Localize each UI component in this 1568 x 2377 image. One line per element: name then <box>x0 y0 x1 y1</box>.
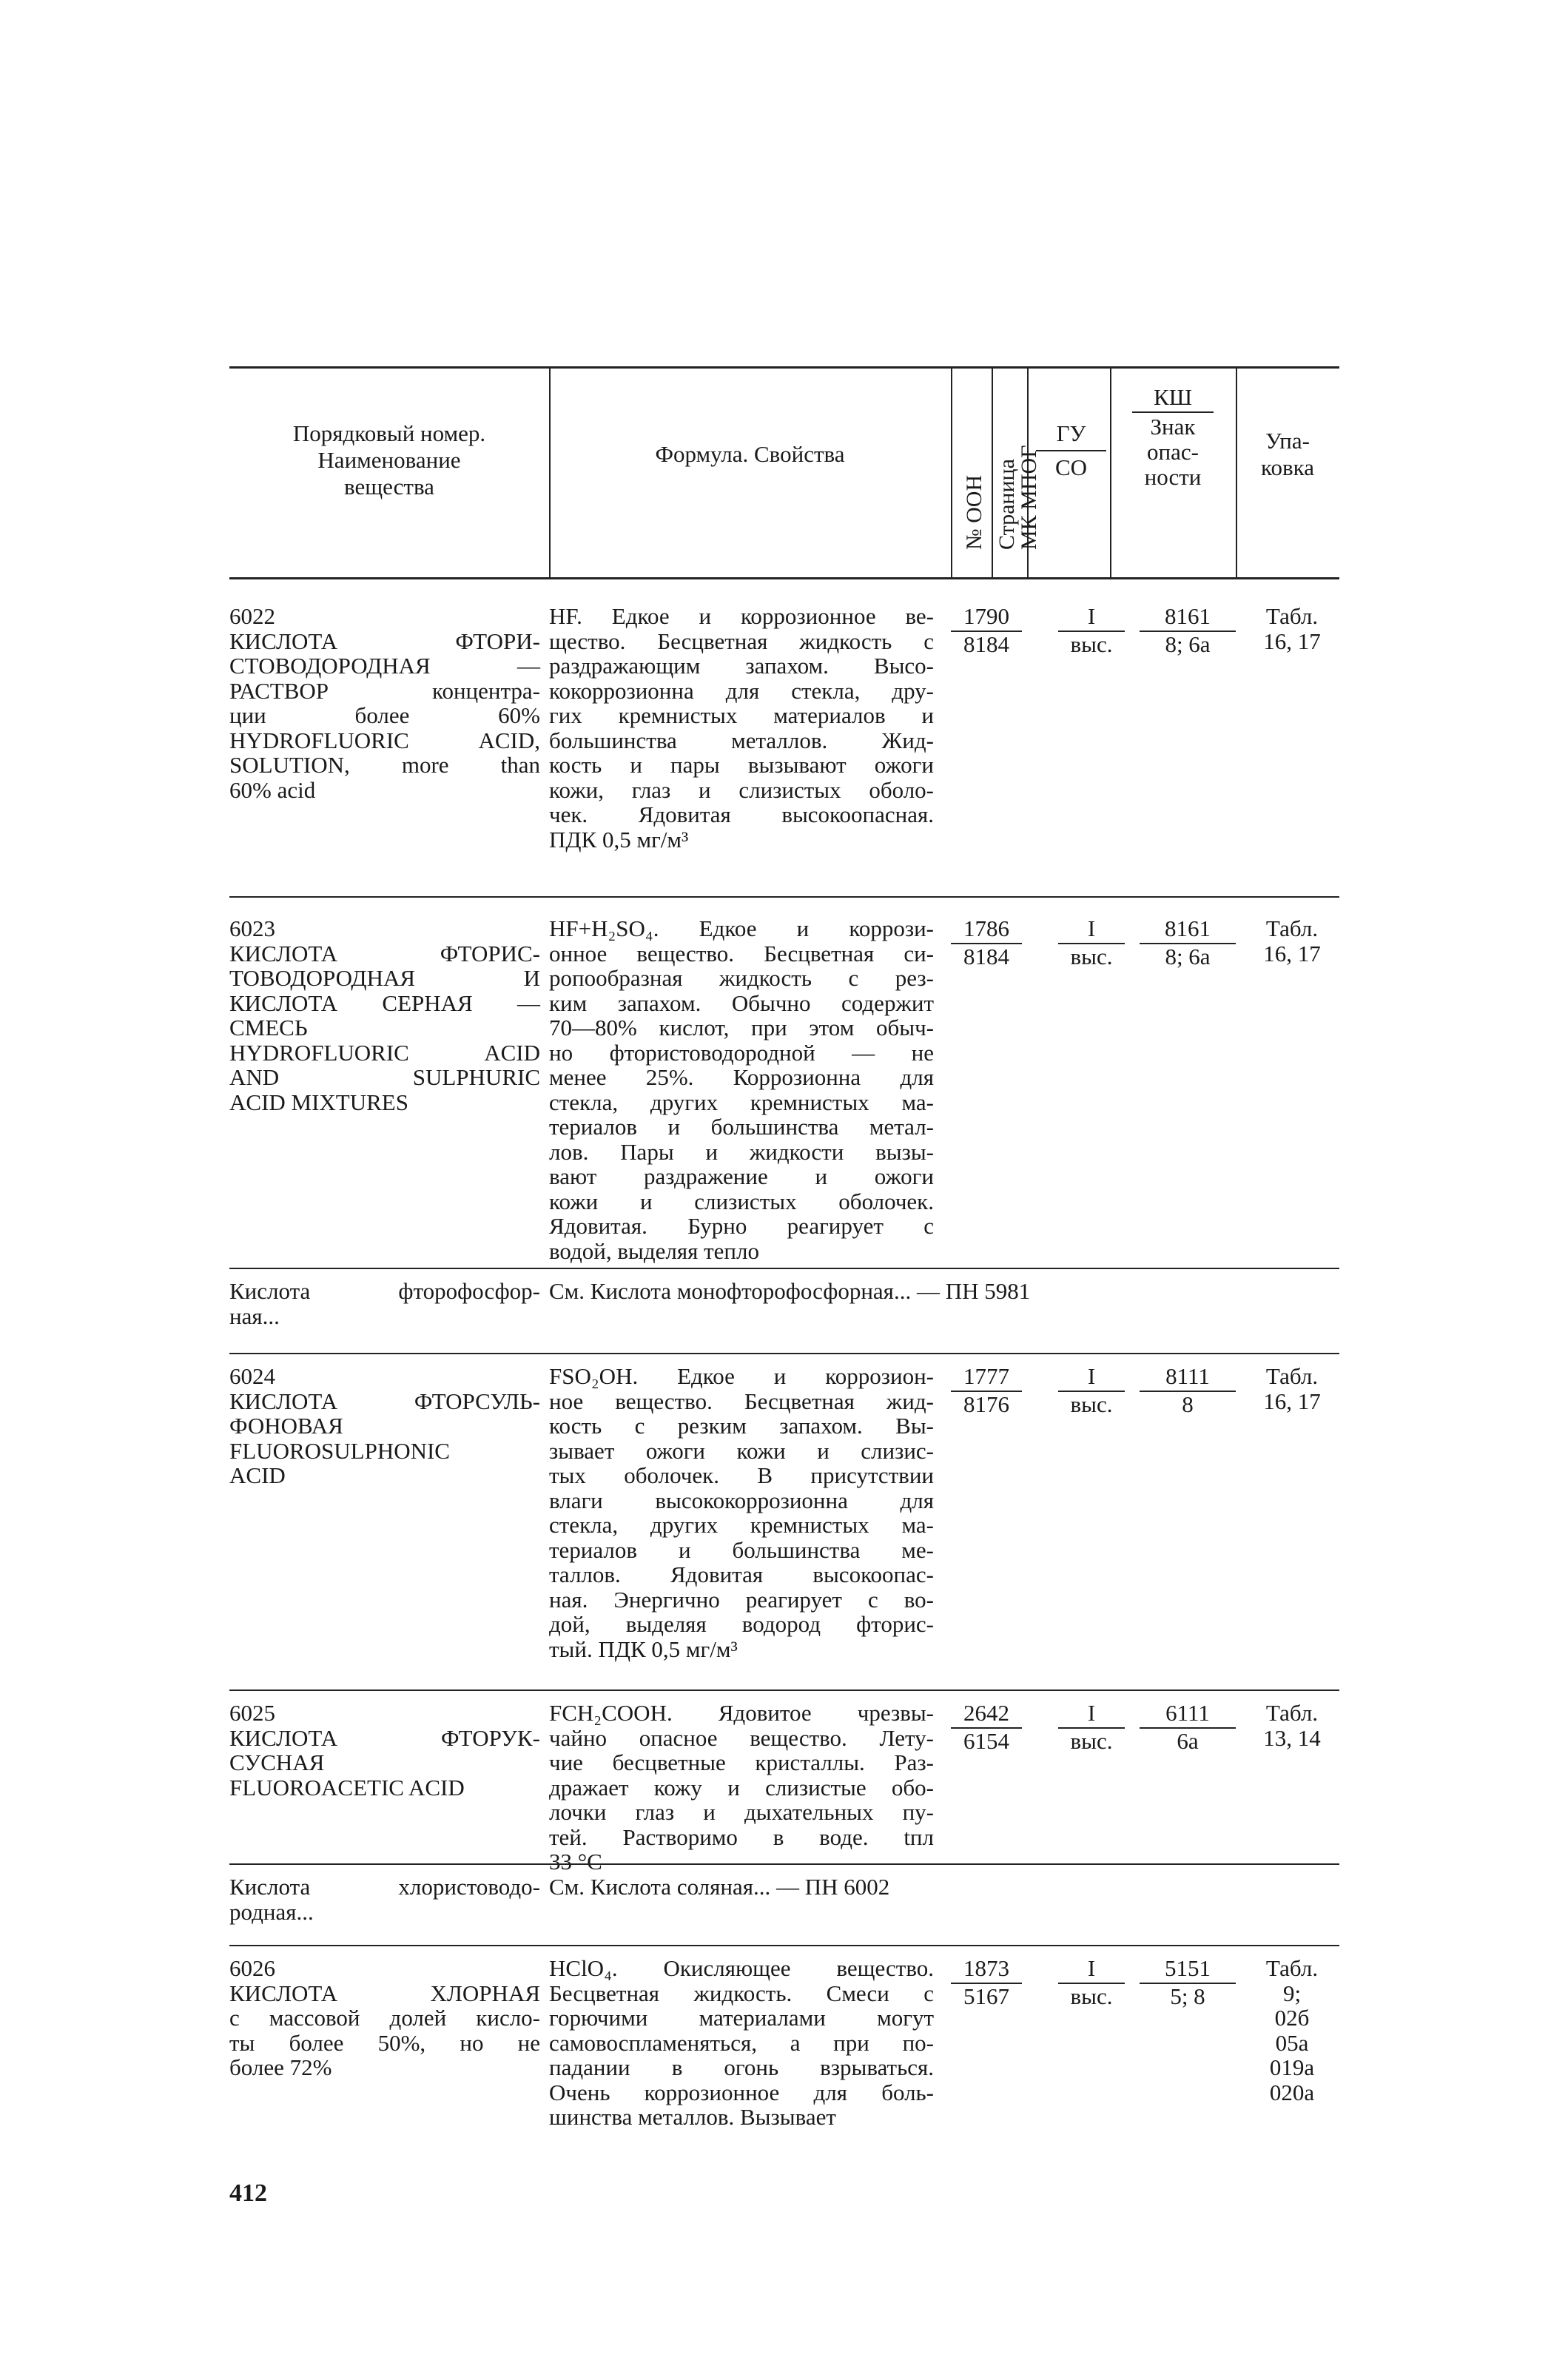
danger-sign: 6а <box>1177 1727 1199 1754</box>
text-line: FLUOROACETIC ACID <box>229 1774 465 1801</box>
un-code: 1777 <box>951 1364 1022 1392</box>
text-line: кость с резким запахом. Вы- <box>549 1413 934 1439</box>
gu-co-values <box>1051 1364 1132 1416</box>
packaging <box>1245 1364 1339 1413</box>
substance-properties <box>549 1956 934 2130</box>
packaging <box>1245 916 1339 966</box>
co-value: выс. <box>1070 943 1113 969</box>
text-line: стекла, других кремнистых ма- <box>549 1512 934 1538</box>
danger-sign: 5; 8 <box>1170 1983 1205 2009</box>
text-line: FSO₂OH. Едкое и коррозион- <box>549 1363 934 1389</box>
text-line: КИСЛОТА СЕРНАЯ — <box>229 989 540 1016</box>
ksh-sign-values <box>1140 1701 1236 1753</box>
ksh-sign-values <box>1140 604 1236 656</box>
text-line: лочки глаз и дыхательных пу- <box>549 1799 934 1825</box>
text-line: 6026 <box>229 1955 275 1981</box>
text-line: РАСТВОР концентра- <box>229 677 540 704</box>
un-number <box>951 604 1022 656</box>
text-line: КИСЛОТА ФТОРСУЛЬ- <box>229 1388 540 1414</box>
row-divider <box>229 1945 1339 1946</box>
gu-co-values <box>1051 1956 1132 2008</box>
text-line: HYDROFLUORIC ACID, <box>229 727 540 753</box>
un-number <box>951 916 1022 969</box>
gu-co-values <box>1051 1701 1132 1753</box>
reference-target: См. Кислота соляная... — ПН 6002 <box>549 1874 890 1900</box>
text-line: влаги высококоррозионна для <box>549 1487 934 1513</box>
substance-name <box>229 1701 540 1800</box>
text-line: гих кремнистых материалов и <box>549 702 934 728</box>
text-line: Кислота фторофосфор- <box>229 1278 540 1304</box>
text-line: SOLUTION, more than <box>229 752 540 778</box>
text-line: кожи и слизистых оболочек. <box>549 1188 934 1214</box>
text-line: шинства металлов. Вызывает <box>549 2104 836 2130</box>
text-line: ACID MIXTURES <box>229 1089 408 1115</box>
packaging <box>1245 604 1339 653</box>
gu-value: I <box>1058 604 1125 632</box>
page-number: 412 <box>229 2179 267 2207</box>
text-line: ким запахом. Обычно содержит <box>549 989 934 1016</box>
gu-value: I <box>1058 1701 1125 1729</box>
text-line: 70—80% кислот, при этом обыч- <box>549 1015 934 1040</box>
text-line: ропообразная жидкость с рез- <box>549 965 934 991</box>
text-line: Табл. <box>1265 603 1319 629</box>
substance-name <box>229 1364 540 1488</box>
text-line: зывает ожоги кожи и слизис- <box>549 1437 934 1464</box>
text-line: чайно опасное вещество. Лету- <box>549 1724 934 1751</box>
text-line: с массовой долей кисло- <box>229 2005 540 2031</box>
mk-mpog-page: 6154 <box>963 1727 1009 1754</box>
text-line: самовоспламеняться, а при по- <box>549 2029 934 2056</box>
ksh-sign-values <box>1140 1364 1236 1416</box>
text-line: падании в огонь взрываться. <box>549 2054 934 2080</box>
packaging <box>1245 1701 1339 1750</box>
text-line: ТОВОДОРОДНАЯ И <box>229 965 540 991</box>
text-line: Табл. <box>1265 915 1319 941</box>
text-line: териалов и большинства ме- <box>549 1536 934 1563</box>
text-line: большинства металлов. Жид- <box>549 727 934 753</box>
text-line: лов. Пары и жидкости вызы- <box>549 1138 934 1165</box>
text-line: чек. Ядовитая высокоопасная. <box>549 801 934 827</box>
text-line: щество. Бесцветная жидкость с <box>549 628 934 654</box>
substance-properties <box>549 1701 934 1875</box>
text-line: КИСЛОТА ФТОРИС- <box>229 940 540 966</box>
text-line: кость и пары вызывают ожоги <box>549 752 934 778</box>
text-line: дой, выделяя водород фторис- <box>549 1611 934 1637</box>
text-line: СТОВОДОРОДНАЯ — <box>229 653 540 679</box>
text-line: более 72% <box>229 2054 332 2080</box>
gu-value: I <box>1058 1956 1125 1984</box>
text-line: дражает кожу и слизистые обо- <box>549 1774 934 1801</box>
text-line: стекла, других кремнистых ма- <box>549 1089 934 1115</box>
text-line: КИСЛОТА ФТОРИ- <box>229 628 540 654</box>
document-page <box>229 366 1339 2130</box>
co-value: выс. <box>1070 1391 1113 1417</box>
gu-co-values <box>1051 916 1132 969</box>
un-number <box>951 1701 1022 1753</box>
substance-name <box>229 604 540 802</box>
text-line: HF+H₂SO₄. Едкое и коррози- <box>549 915 934 941</box>
text-line: 16, 17 <box>1263 940 1321 966</box>
mk-mpog-page: 8184 <box>963 943 1009 969</box>
un-number <box>951 1956 1022 2008</box>
text-line: 6022 <box>229 603 275 629</box>
un-code: 1790 <box>951 604 1022 632</box>
text-line: КИСЛОТА ФТОРУК- <box>229 1724 540 1751</box>
text-line: 6023 <box>229 915 275 941</box>
co-value: выс. <box>1070 1727 1113 1754</box>
ksh-sign-values <box>1140 1956 1236 2008</box>
co-value: выс. <box>1070 1983 1113 2009</box>
text-line: Кислота хлористоводо- <box>229 1874 540 1900</box>
row-divider <box>229 1268 1339 1269</box>
text-line: тых оболочек. В присутствии <box>549 1462 934 1488</box>
text-line: СУСНАЯ <box>229 1749 325 1775</box>
text-line: кокоррозионна для стекла, дру- <box>549 677 934 704</box>
text-line: родная... <box>229 1898 314 1925</box>
text-line: 16, 17 <box>1263 628 1321 654</box>
danger-sign: 8; 6а <box>1165 943 1211 969</box>
co-value: выс. <box>1070 631 1113 657</box>
text-line: ФОНОВАЯ <box>229 1413 343 1439</box>
text-line: 6025 <box>229 1700 275 1726</box>
row-divider <box>229 1353 1339 1354</box>
gu-value: I <box>1058 916 1125 944</box>
text-line: Ядовитая. Бурно реагирует с <box>549 1213 934 1239</box>
text-line: Табл. <box>1265 1955 1319 1981</box>
text-line: КИСЛОТА ХЛОРНАЯ <box>229 1980 540 2006</box>
text-line: FLUOROSULPHONIC <box>229 1437 450 1464</box>
ksh-value: 5151 <box>1140 1956 1236 1984</box>
substance-properties <box>549 916 934 1263</box>
text-line: териалов и большинства метал- <box>549 1114 934 1140</box>
row-divider <box>229 1863 1339 1865</box>
text-line: ная... <box>229 1302 280 1329</box>
text-line: раздражающим запахом. Высо- <box>549 653 934 679</box>
text-line: 020а <box>1269 2079 1315 2105</box>
header-props-col: Формула. Свойства <box>655 441 845 467</box>
ksh-sign-values <box>1140 916 1236 969</box>
text-line: Очень коррозионное для боль- <box>549 2079 934 2105</box>
text-line: таллов. Ядовитая высокоопас- <box>549 1561 934 1587</box>
text-line: ты более 50%, но не <box>229 2029 540 2056</box>
text-line: водой, выделяя тепло <box>549 1237 759 1264</box>
text-line: HYDROFLUORIC ACID <box>229 1039 540 1066</box>
text-line: 60% acid <box>229 776 316 803</box>
text-line: кожи, глаз и слизистых оболо- <box>549 776 934 803</box>
un-code: 1786 <box>951 916 1022 944</box>
substance-name <box>229 916 540 1114</box>
text-line: вают раздражение и ожоги <box>549 1163 934 1189</box>
text-line: СМЕСЬ <box>229 1015 308 1040</box>
danger-sign: 8 <box>1182 1391 1194 1417</box>
header-pack-col: Упа- ковка <box>1261 428 1314 480</box>
text-line: но фтористоводородной — не <box>549 1039 934 1066</box>
packaging <box>1245 1956 1339 2105</box>
substance-properties <box>549 1364 934 1661</box>
reference-target: См. Кислота монофторофосфорная... — ПН 5981 <box>549 1278 1031 1304</box>
table-header <box>229 366 1339 579</box>
row-divider <box>229 1690 1339 1691</box>
row-divider <box>229 896 1339 898</box>
header-gu-col: ГУ СО <box>1036 420 1106 481</box>
text-line: чие бесцветные кристаллы. Раз- <box>549 1749 934 1775</box>
text-line: ACID <box>229 1462 286 1488</box>
ksh-value: 8111 <box>1140 1364 1236 1392</box>
mk-mpog-page: 5167 <box>963 1983 1009 2009</box>
text-line: 019а <box>1269 2054 1315 2080</box>
text-line: FCH₂COOH. Ядовитое чрезвы- <box>549 1700 934 1726</box>
text-line: 33 °С <box>549 1849 602 1875</box>
substance-name <box>229 1956 540 2080</box>
ksh-value: 8161 <box>1140 604 1236 632</box>
text-line: тый. ПДК 0,5 мг/м³ <box>549 1635 738 1662</box>
text-line: менее 25%. Коррозионна для <box>549 1064 934 1090</box>
reference-name <box>229 1875 540 1924</box>
ksh-value: 6111 <box>1140 1701 1236 1729</box>
text-line: онное вещество. Бесцветная си- <box>549 940 934 966</box>
text-line: Табл. <box>1265 1363 1319 1389</box>
un-number <box>951 1364 1022 1416</box>
reference-name <box>229 1279 540 1328</box>
mk-mpog-page: 8184 <box>963 631 1009 657</box>
header-page-col: Страница МК МПОГ <box>995 445 1041 550</box>
text-line: 9; <box>1282 1980 1302 2006</box>
text-line: тей. Растворимо в воде. tпл <box>549 1823 934 1850</box>
text-line: AND SULPHURIC <box>229 1064 540 1090</box>
text-line: HF. Едкое и коррозионное ве- <box>549 603 934 629</box>
text-line: Бесцветная жидкость. Смеси с <box>549 1980 934 2006</box>
ksh-value: 8161 <box>1140 916 1236 944</box>
substance-properties <box>549 604 934 852</box>
text-line: 13, 14 <box>1263 1724 1321 1751</box>
text-line: 16, 17 <box>1263 1388 1321 1414</box>
mk-mpog-page: 8176 <box>963 1391 1009 1417</box>
text-line: HClO₄. Окисляющее вещество. <box>549 1955 934 1981</box>
gu-value: I <box>1058 1364 1125 1392</box>
gu-co-values <box>1051 604 1132 656</box>
danger-sign: 8; 6а <box>1165 631 1211 657</box>
text-line: 05а <box>1275 2029 1309 2056</box>
text-line: ПДК 0,5 мг/м³ <box>549 826 689 853</box>
text-line: 6024 <box>229 1363 275 1389</box>
text-line: 02б <box>1274 2005 1310 2031</box>
un-code: 1873 <box>951 1956 1022 1984</box>
header-ksh-col: КШ Знак опас- ности <box>1117 385 1228 490</box>
text-line: ное вещество. Бесцветная жид- <box>549 1388 934 1414</box>
header-un-col: № ООН <box>962 474 986 550</box>
text-line: горючими материалами могут <box>549 2005 934 2031</box>
text-line: ции более 60% <box>229 702 540 728</box>
header-name-col: Порядковый номер. Наименование вещества <box>292 420 486 500</box>
text-line: Табл. <box>1265 1700 1319 1726</box>
text-line: ная. Энергично реагирует с во- <box>549 1586 934 1613</box>
un-code: 2642 <box>951 1701 1022 1729</box>
